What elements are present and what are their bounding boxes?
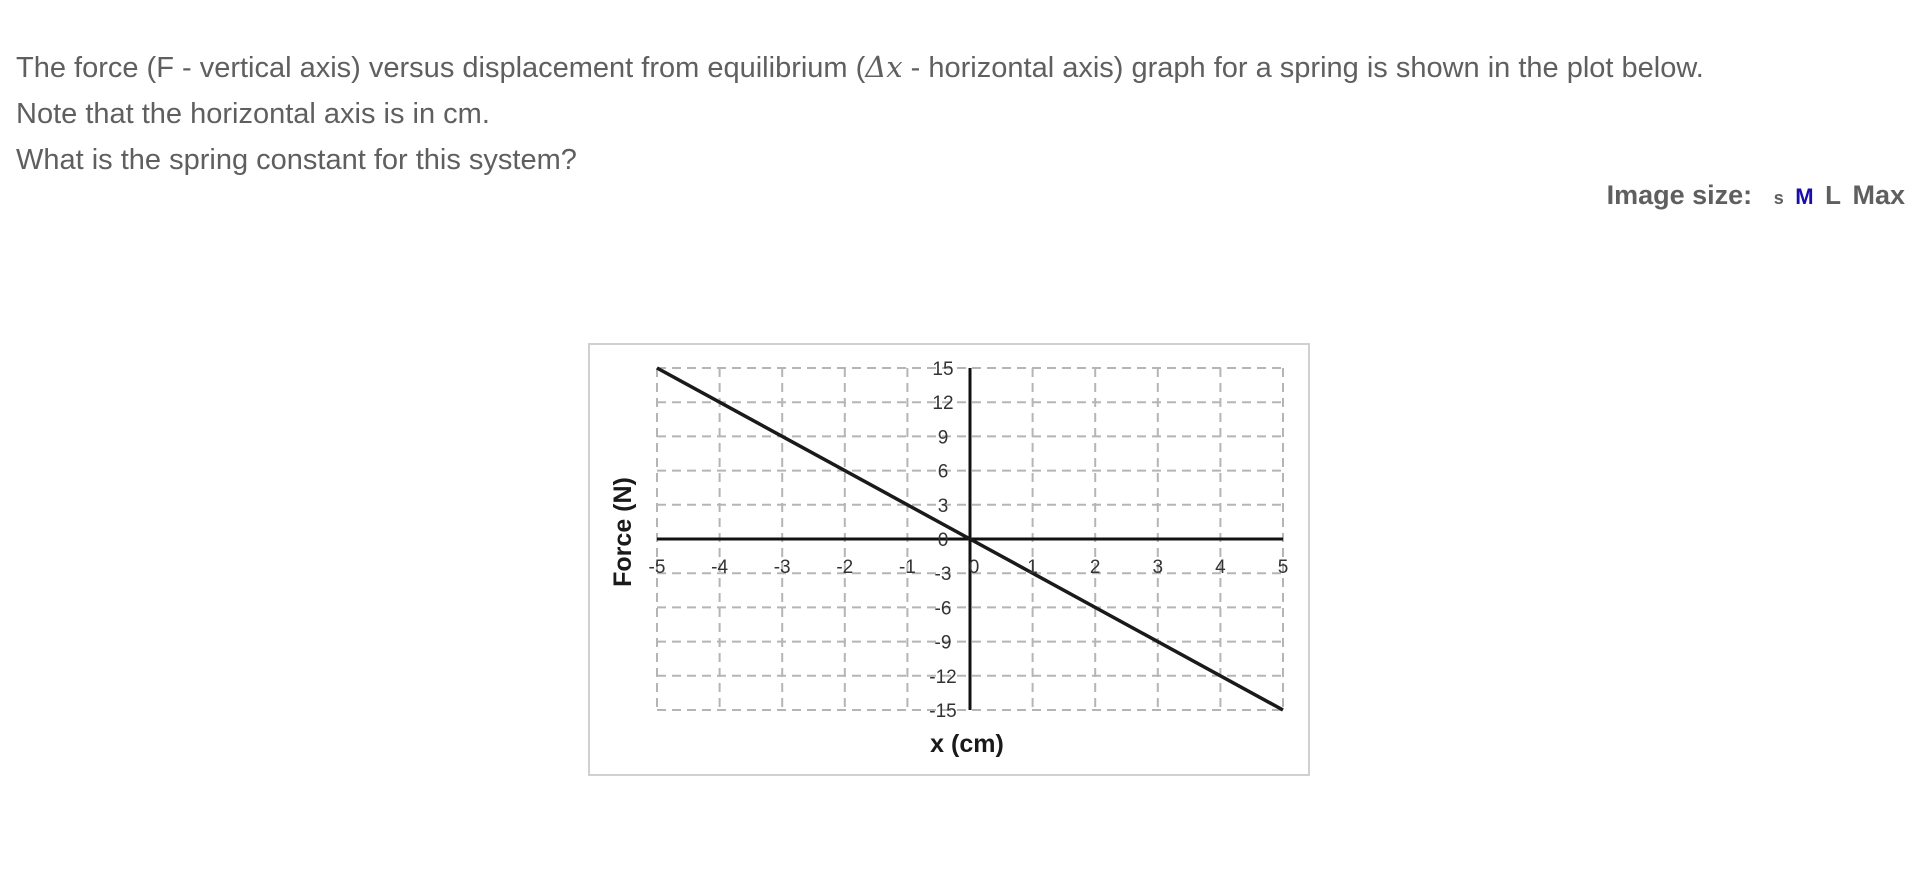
question-text — [16, 44, 1906, 183]
y-tick-label: -12 — [929, 666, 957, 688]
x-tick-label: 2 — [1089, 557, 1101, 578]
x-tick-labels — [649, 557, 1289, 578]
x-tick-label: -4 — [711, 557, 729, 578]
x-tick-label: 3 — [1152, 557, 1164, 578]
x-tick-label: 4 — [1215, 557, 1226, 578]
y-tick-label: 9 — [937, 427, 949, 449]
force-displacement-graph — [588, 343, 1310, 776]
y-axis-label: Force (N) — [609, 477, 637, 587]
x-tick-label: -5 — [648, 557, 666, 578]
x-tick-label: -2 — [836, 557, 854, 578]
y-tick-label: -3 — [934, 564, 952, 586]
x-axis-label: x (cm) — [930, 730, 1004, 758]
y-tick-label: 0 — [937, 530, 949, 551]
y-tick-label: 12 — [932, 393, 954, 415]
image-size-selector — [1607, 180, 1905, 211]
y-tick-label: -6 — [934, 598, 952, 620]
delta-x-symbol: Δx — [865, 50, 903, 84]
image-size-option-max[interactable]: Max — [1852, 180, 1905, 210]
image-size-label: Image size: — [1606, 180, 1753, 210]
image-size-option-m[interactable]: M — [1795, 184, 1814, 209]
y-tick-label: -15 — [929, 701, 957, 722]
question-line-1 — [16, 44, 1906, 91]
question-line-3: What is the spring constant for this system? — [16, 144, 577, 176]
x-tick-label: 5 — [1277, 557, 1289, 578]
question-line-2: Note that the horizontal axis is in cm. — [16, 98, 490, 130]
y-tick-label: 6 — [937, 461, 949, 483]
x-tick-label: 0 — [968, 557, 980, 578]
x-tick-label: -1 — [898, 557, 916, 578]
question-line-1-start: The force (F - vertical axis) versus displacement from equilibrium ( — [16, 52, 866, 84]
question-line-1-end: - horizontal axis) graph for a spring is shown in the plot below. — [902, 52, 1704, 84]
y-tick-label: 3 — [937, 495, 949, 517]
chart-svg — [590, 345, 1308, 774]
y-tick-label: -9 — [934, 632, 952, 654]
x-tick-label: 1 — [1027, 557, 1038, 578]
y-tick-label: 15 — [932, 359, 954, 380]
x-tick-label: -3 — [773, 557, 791, 578]
image-size-option-l[interactable]: L — [1825, 180, 1841, 210]
image-size-option-s[interactable]: s — [1773, 188, 1784, 208]
